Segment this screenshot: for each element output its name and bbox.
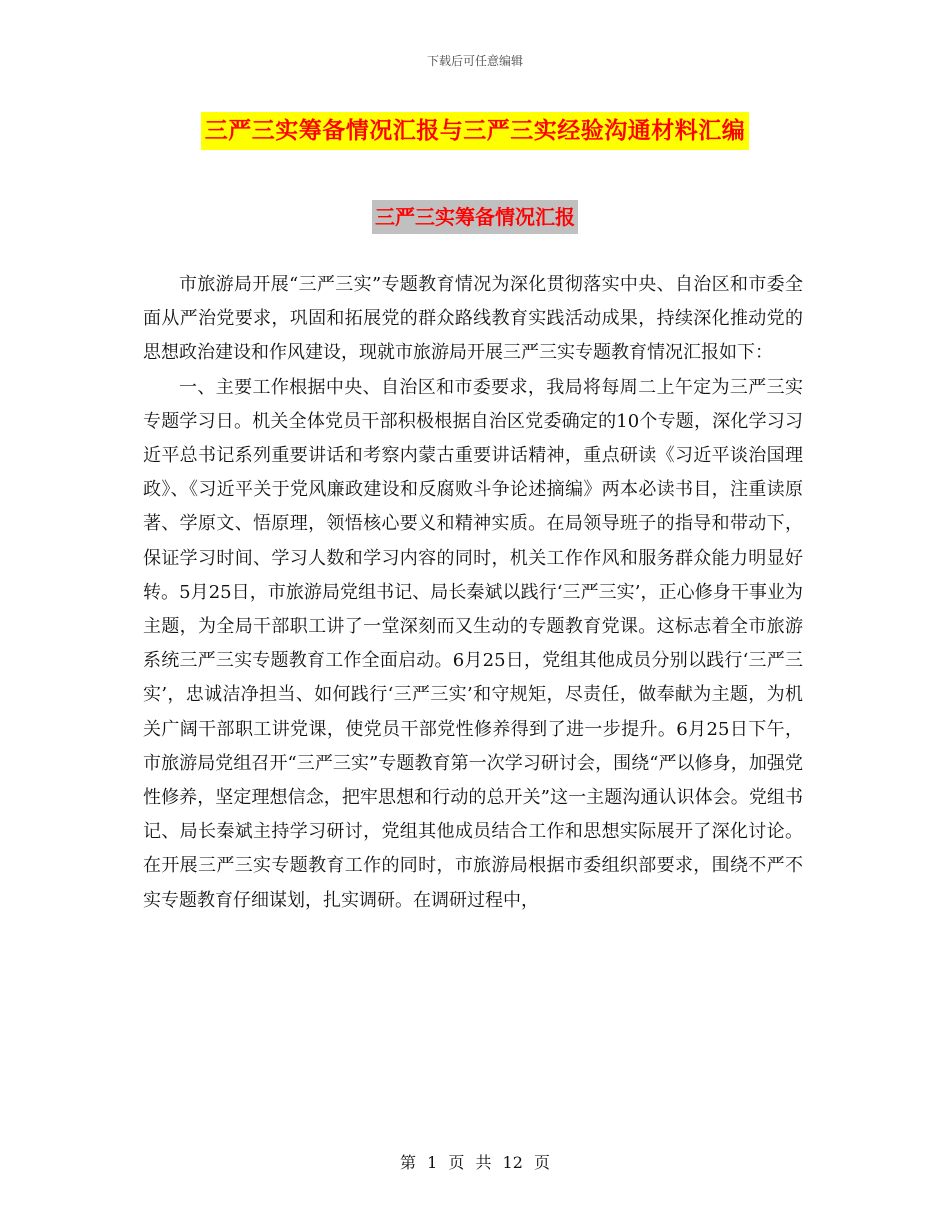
sub-title-container [0,200,950,234]
page-number: 第 1 页 共 12 页 [400,1153,550,1172]
main-title-container [0,112,950,150]
paragraph: 一、主要工作根据中央、自治区和市委要求，我局将每周二上午定为三严三实专题学习日。机关全体党员干部积极根据自治区党委确定的10个专题，深化学习习近平总书记系列重要讲话和考察内蒙古重要讲话精神，重点研读《习近平谈治国理政》、《习近平关于党风廉政建设和反腐败斗争论述摘编》两本必读书目，注重读原著、学原文、悟原理，领悟核心要义和精神实质。在局领导班子的指导和带动下，保证学习时间、学习人数和学习内容的同时，机关工作作风和服务群众能力明显好转。5月25日，市旅游局党组书记、局长秦斌以践行‘三严三实’，正心修身干事业为主题，为全局干部职工讲了一堂深刻而又生动的专题教育党课。这标志着全市旅游系统三严三实专题教育工作全面启动。6月25日，党组其他成员分别以践行‘三严三实’，忠诚洁净担当、如何践行‘三严三实’和守规矩，尽责任，做奉献为主题，为机关广阔干部职工讲党课，使党员干部党性修养得到了进一步提升。6月25日下午，市旅游局党组召开“三严三实”专题教育第一次学习研讨会，围绕“严以修身，加强党性修养，坚定理想信念，把牢思想和行动的总开关”这一主题沟通认识体会。党组书记、局长秦斌主持学习研讨，党组其他成员结合工作和思想实际展开了深化讨论。在开展三严三实专题教育工作的同时，市旅游局根据市委组织部要求，围绕不严不实专题教育仔细谋划，扎实调研。在调研过程中， [143,376,803,911]
main-title: 三严三实筹备情况汇报与三严三实经验沟通材料汇编 [201,112,750,150]
header-note: 下载后可任意编辑 [426,54,523,68]
document-body [143,268,803,918]
sub-title: 三严三实筹备情况汇报 [372,200,578,234]
paragraph: 市旅游局开展“三严三实”专题教育情况为深化贯彻落实中央、自治区和市委全面从严治党要求，巩固和拓展党的群众路线教育实践活动成果，持续深化推动党的思想政治建设和作风建设，现就市旅游局开展三严三实专题教育情况汇报如下： [143,274,803,364]
